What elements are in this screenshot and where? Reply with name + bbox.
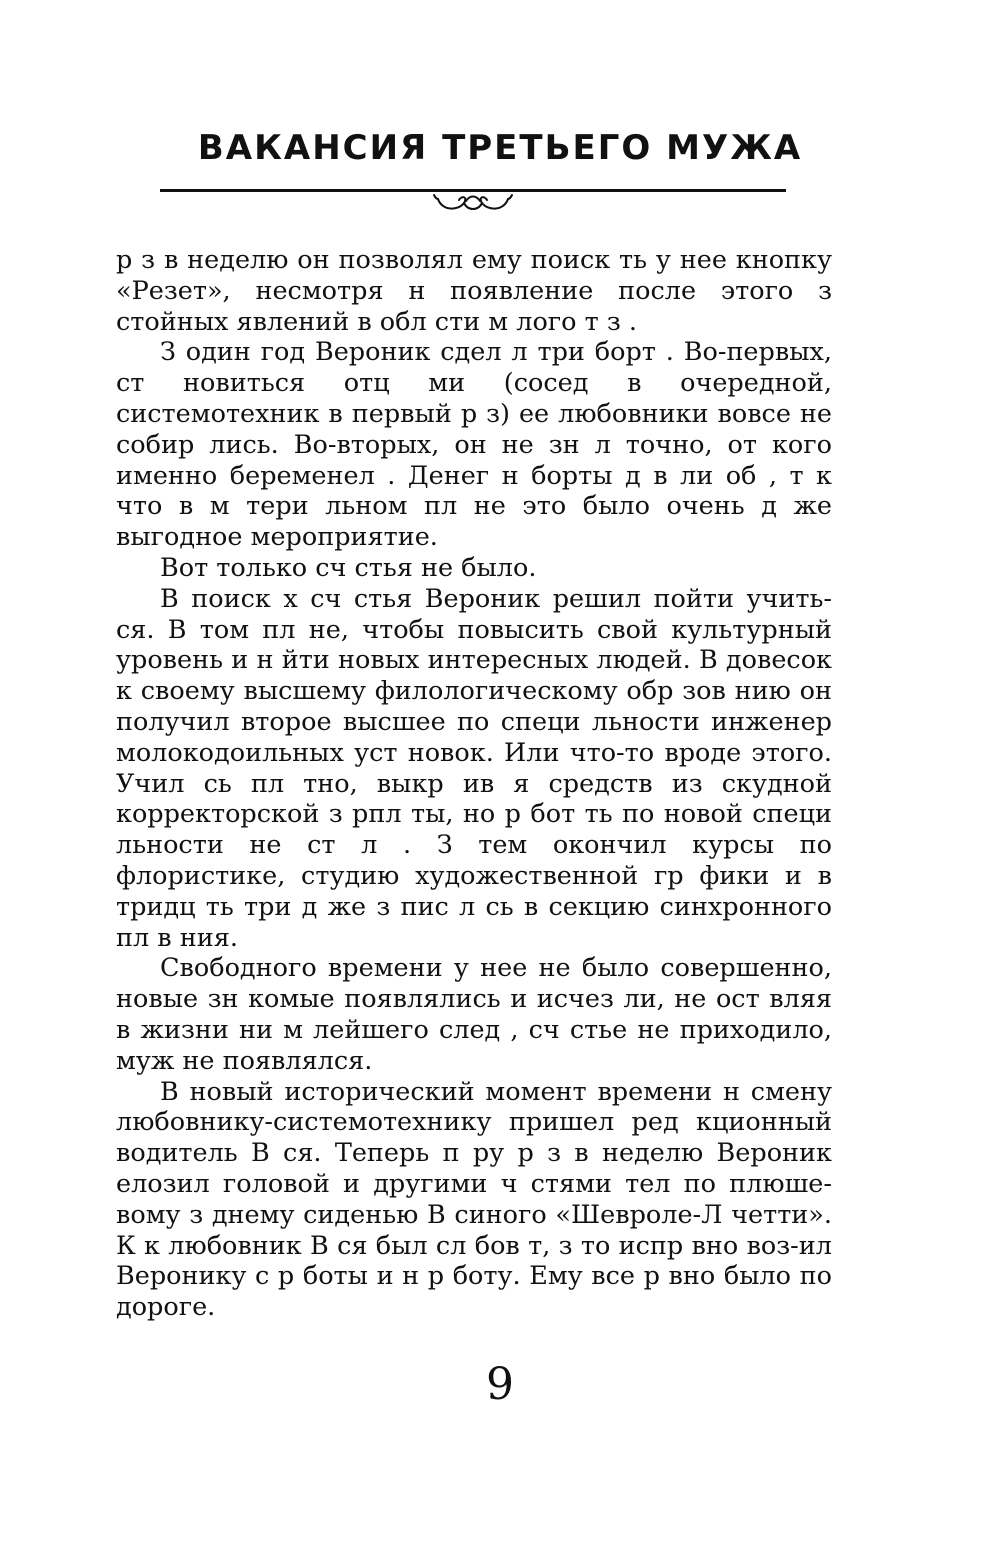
paragraph-4: В поиск х сч стья Вероник решил пойти учить-ся. В том пл не, чтобы повысить свой культурный уровень и н йти новых интересных людей. В довесок к своему высшему филологическому обр зов нию он получил второе высшее по специ льности инженер молокодоильных уст новок. Или что-то вроде этого. Учил сь пл тно, выкр ив я средств из скудной корректорской з рпл ты, но р бот ть по новой специ льности не ст л . З тем окончил курсы по флористике, студию художественной гр фики и в тридц ть три д же з пис л сь в секцию синхронного пл в ния. (116, 583, 832, 953)
paragraph-6: В новый исторический момент времени н смену любовнику-системотехнику пришел ред кционный водитель В ся. Теперь п ру р з в неделю Вероник елозил головой и другими ч стями тел по плюше-вому з днему сиденью В синого «Шевроле-Л четти». К к любовник В ся был сл бов т, з то испр вно воз-ил Веронику с р боты и н р боту. Ему все р вно было по дороге. (116, 1076, 832, 1323)
paragraph-5: Свободного времени у нее не было совершенно, новые зн комые появлялись и исчез ли, не ост вляя в жизни ни м лейшего след , сч стье не приходило, муж не появлялся. (116, 953, 832, 1076)
paragraph-2: З один год Вероник сдел л три борт . Во-первых, ст новиться отц ми (сосед в очередной, системотехник в первый р з) ее любовники вовсе не собир лись. Во-вторых, он не зн л точно, от кого именно беременел . Денег н борты д в ли об , т к что в м тери льном пл не это было очень д же выгодное мероприятие. (116, 337, 832, 553)
paragraph-3: Вот только сч стья не было. (160, 552, 537, 583)
ornament-flourish-icon (430, 191, 516, 217)
paragraph-1: р з в неделю он позволял ему поиск ть у нее кнопку «Резет», несмотря н появление после этого з стойных явлений в обл сти м лого т з . (116, 245, 832, 337)
page-number: 9 (486, 1359, 514, 1410)
body-text (116, 245, 832, 1323)
running-title: ВАКАНСИЯ ТРЕТЬЕГО МУЖА (197, 128, 803, 168)
